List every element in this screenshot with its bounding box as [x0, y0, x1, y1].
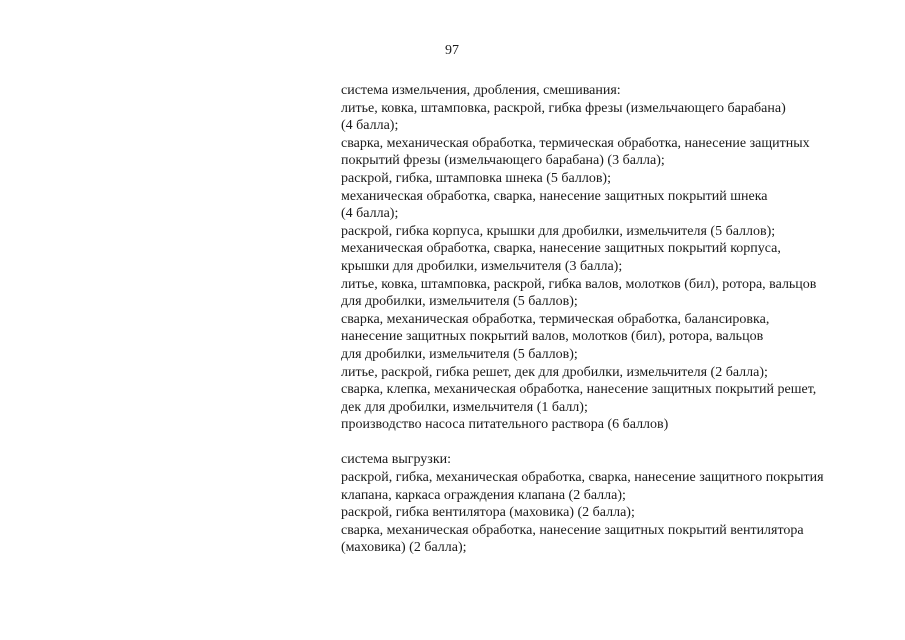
page-number: 97: [445, 43, 459, 58]
text-line: механическая обработка, сварка, нанесение защитных покрытий шнека: [341, 188, 768, 204]
text-line: (4 балла);: [341, 118, 399, 134]
text-line: (4 балла);: [341, 206, 399, 222]
section-shredding-system: [341, 82, 891, 434]
document-body: [341, 82, 891, 557]
text-line: раскрой, гибка, штамповка шнека (5 баллов);: [341, 170, 611, 186]
text-line: сварка, механическая обработка, термическая обработка, балансировка,: [341, 311, 770, 327]
section-unloading-system: [341, 451, 891, 557]
text-line: для дробилки, измельчителя (5 баллов);: [341, 346, 578, 362]
text-line: литье, ковка, штамповка, раскрой, гибка валов, молотков (бил), ротора, вальцов: [341, 276, 817, 292]
text-line: литье, ковка, штамповка, раскрой, гибка фрезы (измельчающего барабана): [341, 100, 786, 116]
text-line: сварка, клепка, механическая обработка, нанесение защитных покрытий решет,: [341, 382, 817, 398]
text-line: (маховика) (2 балла);: [341, 540, 467, 556]
section-heading: система выгрузки:: [341, 452, 452, 468]
text-line: раскрой, гибка корпуса, крышки для дробилки, измельчителя (5 баллов);: [341, 223, 776, 239]
text-line: клапана, каркаса ограждения клапана (2 балла);: [341, 487, 626, 503]
text-line: механическая обработка, сварка, нанесение защитных покрытий корпуса,: [341, 241, 781, 257]
section-spacer: [341, 434, 891, 452]
text-line: производство насоса питательного раствора (6 баллов): [341, 417, 669, 433]
text-line: крышки для дробилки, измельчителя (3 балла);: [341, 258, 623, 274]
text-line: сварка, механическая обработка, термическая обработка, нанесение защитных: [341, 135, 810, 151]
text-line: дек для дробилки, измельчителя (1 балл);: [341, 399, 588, 415]
text-line: сварка, механическая обработка, нанесение защитных покрытий вентилятора: [341, 522, 804, 538]
text-line: литье, раскрой, гибка решет, дек для дробилки, измельчителя (2 балла);: [341, 364, 768, 380]
text-line: для дробилки, измельчителя (5 баллов);: [341, 294, 578, 310]
text-line: раскрой, гибка, механическая обработка, сварка, нанесение защитного покрытия: [341, 470, 824, 486]
text-line: нанесение защитных покрытий валов, молотков (бил), ротора, вальцов: [341, 329, 764, 345]
section-heading: система измельчения, дробления, смешивания:: [341, 83, 621, 98]
text-line: раскрой, гибка вентилятора (маховика) (2 балла);: [341, 505, 635, 521]
text-line: покрытий фрезы (измельчающего барабана) (3 балла);: [341, 153, 665, 169]
